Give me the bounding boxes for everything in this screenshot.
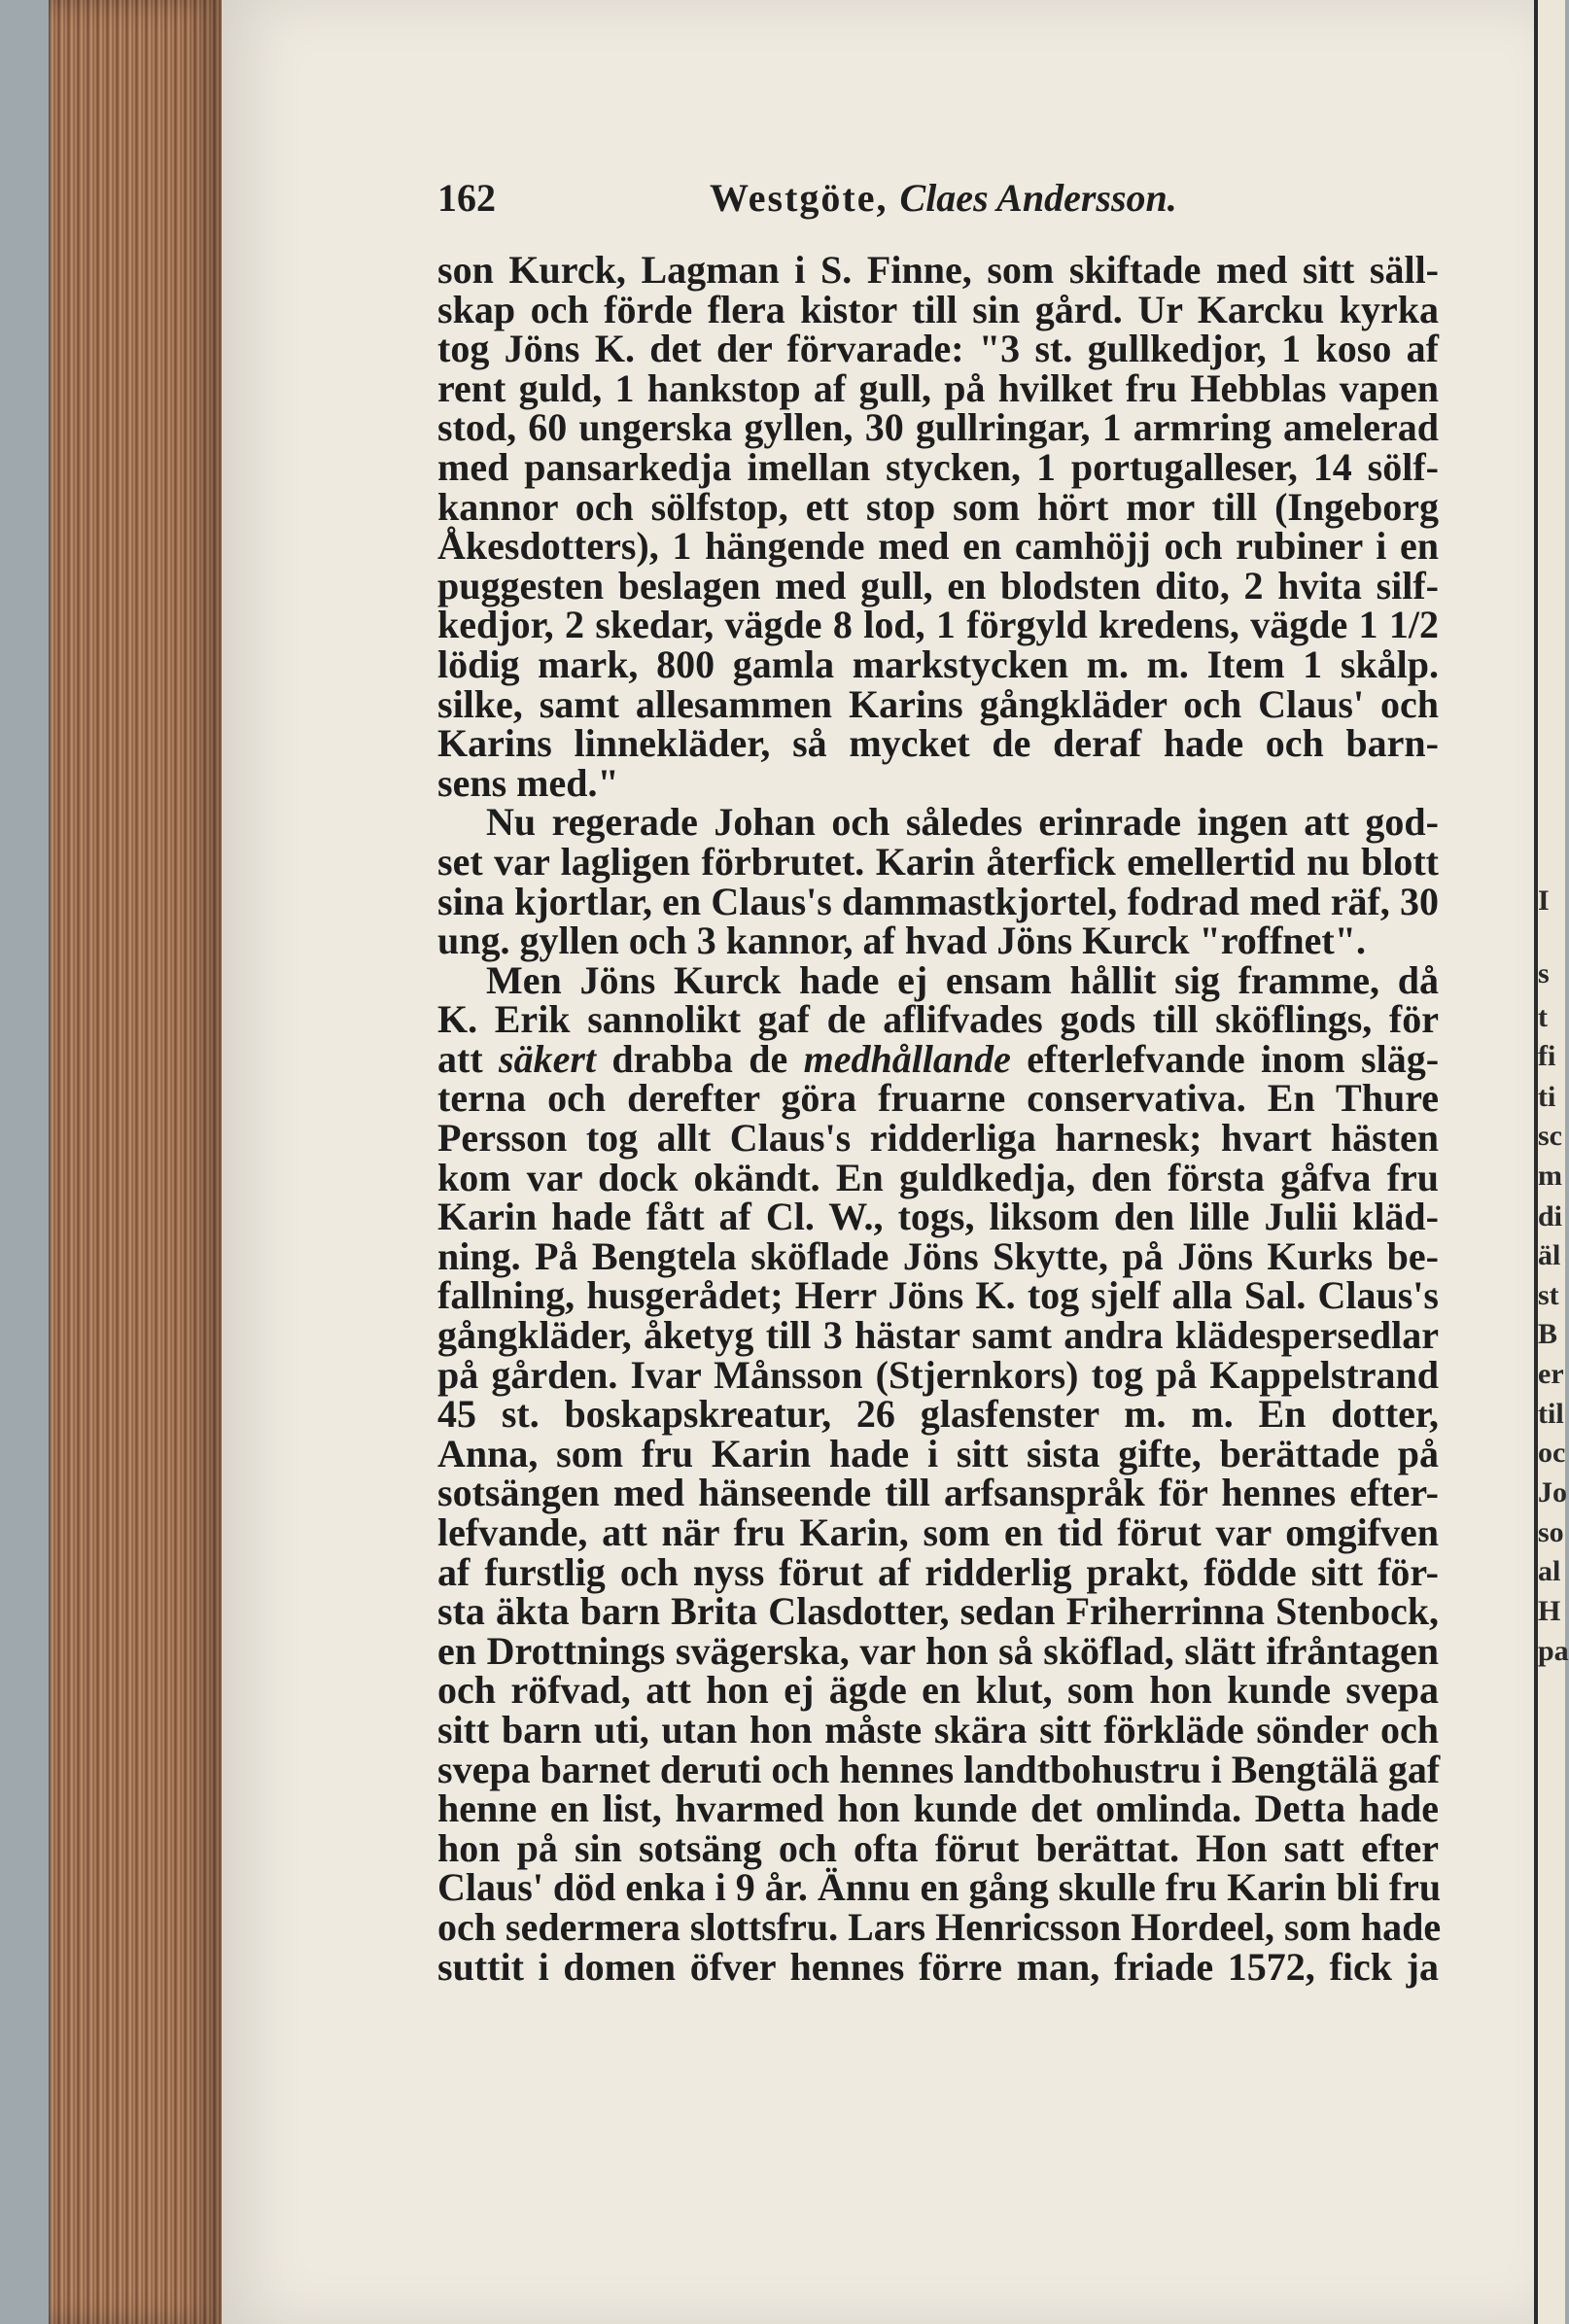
text-line: ung. gyllen och 3 kannor, af hvad Jöns Kurck "roffnet". — [437, 919, 1366, 963]
margin-fragment: ti — [1538, 1081, 1556, 1113]
margin-fragment: H — [1538, 1595, 1561, 1627]
text-line: och sedermera slottsfru. Lars Henricsson Hordeel, som hade — [437, 1904, 1442, 1949]
text-line: sina kjortlar, en Claus's dammastkjortel, fodrad med räf, 30 — [437, 879, 1439, 923]
text-line: en Drottnings svägerska, var hon så sköflad, slätt ifråntagen — [437, 1628, 1439, 1673]
margin-fragment: I — [1538, 885, 1550, 917]
text-line: hon på sin sotsäng och ofta förut berättat. Hon satt efter — [437, 1825, 1439, 1870]
text-run: efterlefvande inom släg- — [1010, 1036, 1440, 1081]
text-line: af furstlig och nyss förut af ridderlig prakt, födde sitt för- — [437, 1549, 1439, 1594]
text-line: Men Jöns Kurck hade ej ensam hållit sig framme, då — [486, 957, 1439, 1002]
text-line: lefvande, att när fru Karin, som en tid förut var omgifven — [437, 1510, 1439, 1554]
text-line: fallning, husgerådet; Herr Jöns K. tog sjelf alla Sal. Claus's — [437, 1273, 1439, 1318]
text-line: och röfvad, att hon ej ägde en klut, som hon kunde svepa — [437, 1668, 1439, 1713]
text-line: ning. På Bengtela sköflade Jöns Skytte, på Jöns Kurks be- — [437, 1233, 1439, 1278]
margin-fragment: Jo — [1538, 1476, 1567, 1509]
page-header — [437, 175, 1555, 233]
body-text — [437, 248, 1442, 1989]
text-line: Anna, som fru Karin hade i sitt sista gifte, berättade på — [437, 1431, 1439, 1475]
italic-run: säkert — [499, 1036, 596, 1081]
margin-fragment: al — [1538, 1555, 1561, 1587]
text-line: skap och förde flera kistor till sin gård. Ur Karcku kyrka — [437, 287, 1439, 331]
margin-fragment: di — [1538, 1200, 1563, 1232]
running-head — [710, 175, 1177, 221]
text-line: sotsängen med hänseende till arfsanspråk för hennes efter- — [437, 1471, 1439, 1515]
italic-run: medhållande — [803, 1036, 1011, 1081]
book-page-edge — [49, 0, 224, 2324]
margin-fragment: sc — [1538, 1120, 1562, 1152]
text-run: att — [437, 1036, 499, 1081]
margin-fragment: er — [1538, 1358, 1564, 1390]
text-line: son Kurck, Lagman i S. Finne, som skiftade med sitt säll- — [437, 248, 1439, 292]
text-line-italic-phrases — [437, 1036, 1440, 1081]
text-line: sta äkta barn Brita Clasdotter, sedan Friherrinna Stenbock, — [437, 1589, 1439, 1634]
text-line: set var lagligen förbrutet. Karin återfick emellertid nu blott — [437, 839, 1439, 884]
text-line: sens med." — [437, 760, 619, 805]
text-line: silke, samt allesammen Karins gångkläder och Claus' och — [437, 681, 1439, 726]
text-line: kedjor, 2 skedar, vägde 8 lod, 1 förgyld kredens, vägde 1 1/2 — [437, 603, 1439, 647]
text-line: 45 st. boskapskreatur, 26 glasfenster m. m. En dotter, — [437, 1392, 1439, 1437]
text-line: svepa barnet deruti och hennes landtbohustru i Bengtälä gaf — [437, 1747, 1441, 1791]
text-line: rent guld, 1 hankstop af gull, på hvilket fru Hebblas vapen — [437, 365, 1439, 410]
text-line: kom var dock okändt. En guldkedja, den första gåfva fru — [437, 1155, 1439, 1199]
text-line: gångkläder, åketyg till 3 hästar samt andra klädespersedlar — [437, 1313, 1439, 1358]
margin-fragment: oc — [1538, 1437, 1566, 1469]
running-head-name: Claes Andersson. — [899, 176, 1177, 220]
text-line: Nu regerade Johan och således erinrade ingen att god- — [486, 800, 1439, 845]
margin-fragment: til — [1538, 1398, 1564, 1430]
text-line: med pansarkedja imellan stycken, 1 portugalleser, 14 sölf- — [437, 444, 1439, 489]
text-line: K. Erik sannolikt gaf de aflifvades gods till sköflings, för — [437, 997, 1439, 1042]
text-line: stod, 60 ungerska gyllen, 30 gullringar, 1 armring amelerad — [437, 405, 1439, 450]
text-line: lödig mark, 800 gamla markstycken m. m. Item 1 skålp. — [437, 642, 1439, 686]
text-line: terna och derefter göra fruarne conservativa. En Thure — [437, 1076, 1439, 1121]
text-line: Karins linnekläder, så mycket de deraf hade och barn- — [437, 721, 1439, 766]
text-line: suttit i domen öfver hennes förre man, friade 1572, fick ja — [437, 1944, 1439, 1989]
margin-fragment: pa — [1538, 1635, 1569, 1667]
text-line: tog Jöns K. det der förvarade: "3 st. gullkedjor, 1 koso af — [437, 327, 1439, 371]
margin-fragment: so — [1538, 1516, 1564, 1548]
text-line: Persson tog allt Claus's ridderliga harnesk; hvart hästen — [437, 1116, 1439, 1161]
page-number: 162 — [437, 176, 496, 220]
text-line: Åkesdotters), 1 hängende med en camhöjj och rubiner i en — [437, 524, 1439, 569]
text-line: sitt barn uti, utan hon måste skära sitt förkläde sönder och — [437, 1707, 1439, 1752]
margin-fragment: m — [1538, 1160, 1562, 1192]
text-line: Claus' död enka i 9 år. Ännu en gång skulle fru Karin bli fru — [437, 1865, 1442, 1910]
margin-fragment: äl — [1538, 1239, 1561, 1271]
text-run: drabba de — [596, 1036, 804, 1081]
text-line: Karin hade fått af Cl. W., togs, liksom den lille Julii kläd- — [437, 1195, 1439, 1239]
text-line: henne en list, hvarmed hon kunde det omlinda. Detta hade — [437, 1786, 1439, 1831]
text-line: puggesten beslagen med gull, en blodsten dito, 2 hvita silf- — [437, 563, 1439, 607]
margin-fragment: s — [1538, 957, 1550, 989]
running-head-prefix: Westgöte, — [710, 176, 889, 220]
margin-fragment: st — [1538, 1279, 1559, 1311]
margin-fragment: fi — [1538, 1040, 1556, 1072]
text-line: kannor och sölfstop, ett stop som hört mor till (Ingeborg — [437, 484, 1439, 529]
margin-fragment: t — [1538, 1001, 1548, 1033]
margin-fragment: B — [1538, 1318, 1558, 1350]
text-line: på gården. Ivar Månsson (Stjernkors) tog på Kappelstrand — [437, 1352, 1439, 1397]
